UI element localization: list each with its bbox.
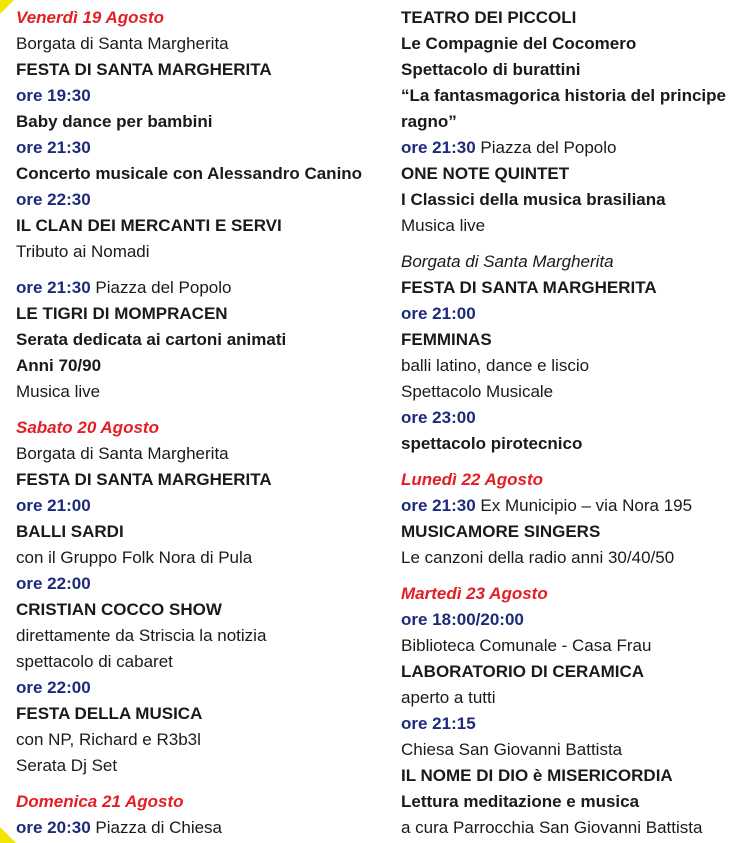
event-title: MUSICAMORE SINGERS <box>401 522 601 541</box>
event-description: Spettacolo Musicale <box>401 382 554 401</box>
program-column-left <box>16 5 376 841</box>
event-location: Borgata di Santa Margherita <box>401 252 614 271</box>
event-location: Borgata di Santa Margherita <box>16 444 229 463</box>
event-title: FESTA DI SANTA MARGHERITA <box>401 278 657 297</box>
event-company: Le Compagnie del Cocomero <box>401 34 637 53</box>
event-place: Ex Municipio – via Nora 195 <box>475 496 693 515</box>
event-title: spettacolo pirotecnico <box>401 434 583 453</box>
event-description: Lettura meditazione e musica <box>401 792 640 811</box>
event-description: con il Gruppo Folk Nora di Pula <box>16 548 253 567</box>
day-heading: Lunedì 22 Agosto <box>401 470 543 489</box>
event-time: ore 23:00 <box>401 408 476 427</box>
event-title: Baby dance per bambini <box>16 112 213 131</box>
event-title: FESTA DI SANTA MARGHERITA <box>16 60 272 79</box>
event-location: Biblioteca Comunale - Casa Frau <box>401 636 652 655</box>
event-place: Piazza del Popolo <box>475 138 617 157</box>
event-title: LE TIGRI DI MOMPRACEN <box>16 304 228 323</box>
event-time: ore 21:15 <box>401 714 476 733</box>
event-time-place <box>16 275 376 301</box>
event-title: FESTA DI SANTA MARGHERITA <box>16 470 272 489</box>
event-description: Serata dedicata ai cartoni animati <box>16 330 287 349</box>
event-description: direttamente da Striscia la notizia <box>16 626 267 645</box>
event-time: ore 22:00 <box>16 678 91 697</box>
event-time-place <box>16 815 376 841</box>
event-time: ore 21:30 <box>401 138 476 157</box>
event-location: Chiesa San Giovanni Battista <box>401 740 623 759</box>
event-time: ore 19:30 <box>16 86 91 105</box>
event-time: ore 21:30 <box>16 278 91 297</box>
event-description: Serata Dj Set <box>16 756 118 775</box>
event-time: ore 22:00 <box>16 574 91 593</box>
event-title: TEATRO DEI PICCOLI <box>401 8 577 27</box>
event-title: LABORATORIO DI CERAMICA <box>401 662 645 681</box>
yellow-corner-decoration-top <box>0 0 14 14</box>
day-heading: Venerdì 19 Agosto <box>16 8 164 27</box>
event-title: FESTA DELLA MUSICA <box>16 704 203 723</box>
day-heading: Sabato 20 Agosto <box>16 418 159 437</box>
event-description: balli latino, dance e liscio <box>401 356 590 375</box>
event-place: Piazza del Popolo <box>90 278 232 297</box>
event-time-place <box>401 493 750 519</box>
day-heading: Martedì 23 Agosto <box>401 584 548 603</box>
event-time: ore 22:30 <box>16 190 91 209</box>
yellow-corner-decoration-bottom <box>0 827 16 843</box>
event-description: Le canzoni della radio anni 30/40/50 <box>401 548 675 567</box>
event-title: FEMMINAS <box>401 330 492 349</box>
event-description: Musica live <box>16 382 101 401</box>
event-description: con NP, Richard e R3b3l <box>16 730 201 749</box>
event-location: Borgata di Santa Margherita <box>16 34 229 53</box>
event-title: BALLI SARDI <box>16 522 124 541</box>
event-time: ore 21:00 <box>401 304 476 323</box>
event-description: I Classici della musica brasiliana <box>401 190 666 209</box>
event-place: Piazza di Chiesa <box>90 818 223 837</box>
event-title: ONE NOTE QUINTET <box>401 164 570 183</box>
event-description: Spettacolo di burattini <box>401 60 581 79</box>
program-column-right <box>401 5 750 841</box>
event-title: IL NOME DI DIO è MISERICORDIA <box>401 766 673 785</box>
event-description: Tributo ai Nomadi <box>16 242 150 261</box>
event-title: IL CLAN DEI MERCANTI E SERVI <box>16 216 282 235</box>
event-title: Concerto musicale con Alessandro Canino <box>16 164 363 183</box>
event-time-place <box>401 135 750 161</box>
event-description: spettacolo di cabaret <box>16 652 173 671</box>
event-time: ore 18:00/20:00 <box>401 610 524 629</box>
event-show-title: ragno” <box>401 112 457 131</box>
event-description: Anni 70/90 <box>16 356 102 375</box>
event-time: ore 20:30 <box>16 818 91 837</box>
event-organizer: a cura Parrocchia San Giovanni Battista <box>401 818 703 837</box>
event-time: ore 21:00 <box>16 496 91 515</box>
day-heading: Domenica 21 Agosto <box>16 792 184 811</box>
event-description: aperto a tutti <box>401 688 496 707</box>
event-show-title: “La fantasmagorica historia del principe <box>401 86 726 105</box>
event-time: ore 21:30 <box>16 138 91 157</box>
event-title: CRISTIAN COCCO SHOW <box>16 600 222 619</box>
event-description: Musica live <box>401 216 486 235</box>
event-time: ore 21:30 <box>401 496 476 515</box>
